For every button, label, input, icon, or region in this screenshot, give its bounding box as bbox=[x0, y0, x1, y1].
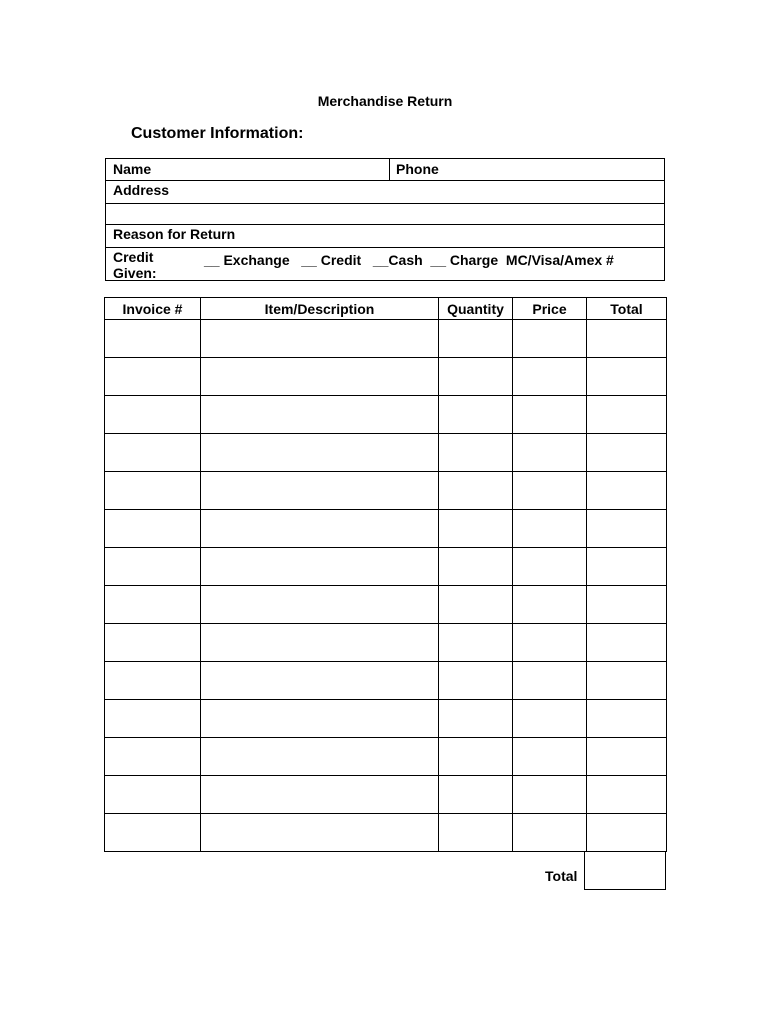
quantity-cell[interactable] bbox=[439, 472, 513, 510]
total-cell[interactable] bbox=[587, 320, 667, 358]
table-row bbox=[105, 624, 667, 662]
name-label: Name bbox=[113, 161, 152, 177]
price-cell[interactable] bbox=[513, 776, 587, 814]
description-cell[interactable] bbox=[201, 814, 439, 852]
quantity-cell[interactable] bbox=[439, 358, 513, 396]
price-cell[interactable] bbox=[513, 738, 587, 776]
total-cell[interactable] bbox=[587, 776, 667, 814]
price-cell[interactable] bbox=[513, 586, 587, 624]
description-cell[interactable] bbox=[201, 624, 439, 662]
quantity-cell[interactable] bbox=[439, 320, 513, 358]
description-cell[interactable] bbox=[201, 434, 439, 472]
customer-info-heading: Customer Information: bbox=[131, 125, 304, 142]
price-cell[interactable] bbox=[513, 320, 587, 358]
total-cell[interactable] bbox=[587, 624, 667, 662]
total-cell[interactable] bbox=[587, 738, 667, 776]
address-row bbox=[106, 181, 664, 204]
col-header-invoice: Invoice # bbox=[105, 298, 201, 320]
quantity-cell[interactable] bbox=[439, 700, 513, 738]
reason-label: Reason for Return bbox=[113, 226, 236, 242]
total-cell[interactable] bbox=[587, 434, 667, 472]
total-cell[interactable] bbox=[587, 700, 667, 738]
price-cell[interactable] bbox=[513, 510, 587, 548]
invoice-cell[interactable] bbox=[105, 510, 201, 548]
grand-total-field[interactable] bbox=[584, 851, 666, 890]
total-cell[interactable] bbox=[587, 662, 667, 700]
total-cell[interactable] bbox=[587, 358, 667, 396]
table-row bbox=[105, 320, 667, 358]
table-row bbox=[105, 358, 667, 396]
table-row bbox=[105, 396, 667, 434]
total-cell[interactable] bbox=[587, 586, 667, 624]
items-body bbox=[105, 320, 667, 852]
credit-given-label-line1: Credit bbox=[113, 249, 154, 265]
invoice-cell[interactable] bbox=[105, 472, 201, 510]
description-cell[interactable] bbox=[201, 320, 439, 358]
invoice-cell[interactable] bbox=[105, 586, 201, 624]
quantity-cell[interactable] bbox=[439, 396, 513, 434]
price-cell[interactable] bbox=[513, 624, 587, 662]
invoice-cell[interactable] bbox=[105, 548, 201, 586]
table-row bbox=[105, 472, 667, 510]
total-cell[interactable] bbox=[587, 510, 667, 548]
credit-options: __ Exchange __ Credit __Cash __ Charge MC/Visa/Amex # bbox=[204, 252, 614, 268]
grand-total-label: Total bbox=[545, 868, 578, 884]
credit-given-row bbox=[106, 248, 664, 281]
quantity-cell[interactable] bbox=[439, 624, 513, 662]
table-row bbox=[105, 700, 667, 738]
phone-label: Phone bbox=[396, 161, 439, 177]
table-row bbox=[105, 738, 667, 776]
price-cell[interactable] bbox=[513, 814, 587, 852]
credit-given-label-line2: Given: bbox=[113, 265, 157, 281]
price-cell[interactable] bbox=[513, 548, 587, 586]
total-cell[interactable] bbox=[587, 396, 667, 434]
table-row bbox=[105, 434, 667, 472]
credit-given-label bbox=[113, 249, 157, 281]
quantity-cell[interactable] bbox=[439, 662, 513, 700]
invoice-cell[interactable] bbox=[105, 776, 201, 814]
invoice-cell[interactable] bbox=[105, 624, 201, 662]
form-title: Merchandise Return bbox=[317, 93, 453, 109]
col-header-price: Price bbox=[513, 298, 587, 320]
quantity-cell[interactable] bbox=[439, 434, 513, 472]
invoice-cell[interactable] bbox=[105, 700, 201, 738]
items-table bbox=[104, 297, 667, 852]
description-cell[interactable] bbox=[201, 776, 439, 814]
items-header-row bbox=[105, 298, 667, 320]
table-row bbox=[105, 510, 667, 548]
col-header-total: Total bbox=[587, 298, 667, 320]
description-cell[interactable] bbox=[201, 700, 439, 738]
price-cell[interactable] bbox=[513, 358, 587, 396]
table-row bbox=[105, 548, 667, 586]
invoice-cell[interactable] bbox=[105, 396, 201, 434]
invoice-cell[interactable] bbox=[105, 814, 201, 852]
price-cell[interactable] bbox=[513, 434, 587, 472]
price-cell[interactable] bbox=[513, 662, 587, 700]
description-cell[interactable] bbox=[201, 358, 439, 396]
invoice-cell[interactable] bbox=[105, 434, 201, 472]
customer-info-box bbox=[105, 158, 665, 281]
price-cell[interactable] bbox=[513, 396, 587, 434]
description-cell[interactable] bbox=[201, 662, 439, 700]
quantity-cell[interactable] bbox=[439, 776, 513, 814]
description-cell[interactable] bbox=[201, 738, 439, 776]
quantity-cell[interactable] bbox=[439, 586, 513, 624]
price-cell[interactable] bbox=[513, 700, 587, 738]
description-cell[interactable] bbox=[201, 396, 439, 434]
quantity-cell[interactable] bbox=[439, 510, 513, 548]
reason-row bbox=[106, 225, 664, 248]
description-cell[interactable] bbox=[201, 548, 439, 586]
description-cell[interactable] bbox=[201, 586, 439, 624]
table-row bbox=[105, 814, 667, 852]
invoice-cell[interactable] bbox=[105, 738, 201, 776]
quantity-cell[interactable] bbox=[439, 738, 513, 776]
invoice-cell[interactable] bbox=[105, 320, 201, 358]
col-header-quantity: Quantity bbox=[439, 298, 513, 320]
table-row bbox=[105, 586, 667, 624]
price-cell[interactable] bbox=[513, 472, 587, 510]
description-cell[interactable] bbox=[201, 472, 439, 510]
invoice-cell[interactable] bbox=[105, 358, 201, 396]
address-continuation-row bbox=[106, 204, 664, 225]
address-label: Address bbox=[113, 182, 170, 198]
table-row bbox=[105, 662, 667, 700]
quantity-cell[interactable] bbox=[439, 548, 513, 586]
total-cell[interactable] bbox=[587, 814, 667, 852]
table-row bbox=[105, 776, 667, 814]
name-phone-row bbox=[106, 159, 664, 181]
name-phone-divider bbox=[389, 159, 390, 180]
total-cell[interactable] bbox=[587, 548, 667, 586]
quantity-cell[interactable] bbox=[439, 814, 513, 852]
col-header-description: Item/Description bbox=[201, 298, 439, 320]
total-cell[interactable] bbox=[587, 472, 667, 510]
invoice-cell[interactable] bbox=[105, 662, 201, 700]
description-cell[interactable] bbox=[201, 510, 439, 548]
